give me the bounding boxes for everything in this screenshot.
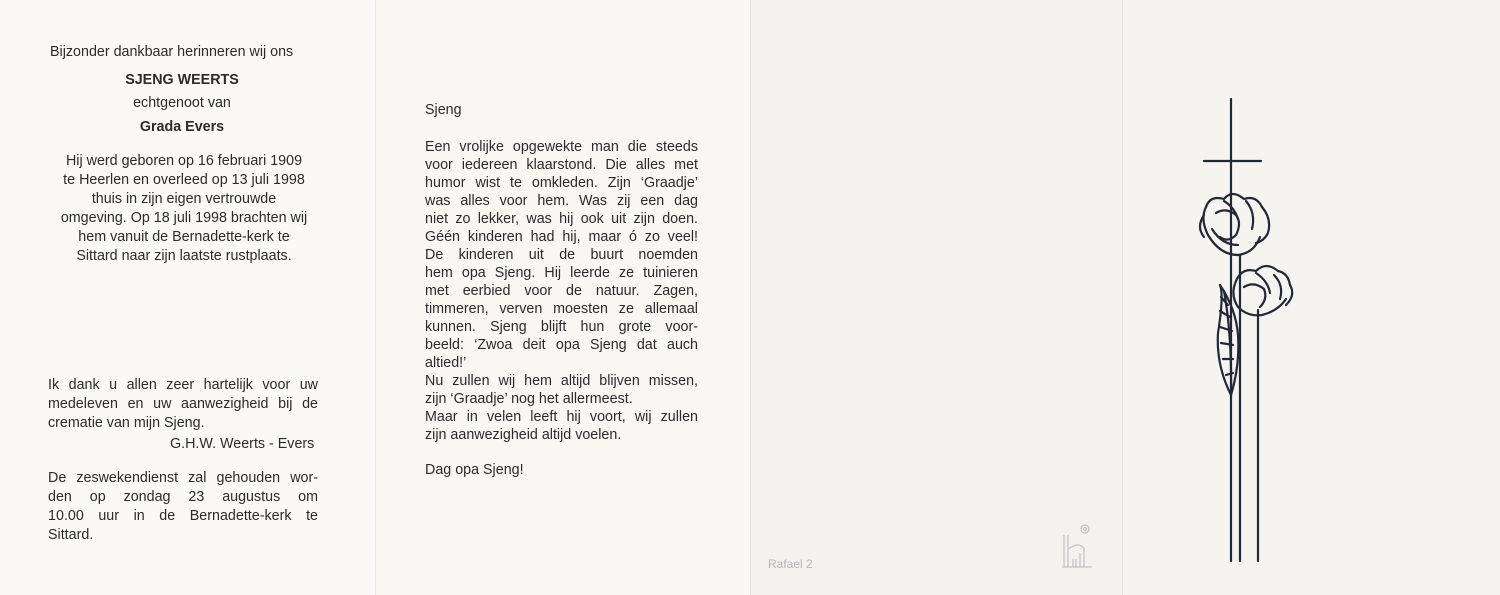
tribute-line: met eerbied voor de natuur. Zagen, [425,283,698,299]
tribute-line: voor iedereen klaarstond. Die alles met [425,157,698,173]
bio-line: thuis in zijn eigen vertrouwde [91,191,277,207]
bio-line: hem vanuit de Bernadette-kerk te [78,229,290,245]
back-panel [750,0,1122,595]
service-line: 10.00 uur in de Bernadette-kerk te [48,508,318,524]
bio-line: te Heerlen en overleed op 13 juli 1998 [63,172,305,188]
fold-line [750,0,751,595]
greeting: Sjeng [425,102,462,118]
thanks-line: Ik dank u allen zeer hartelijk voor uw [48,377,318,393]
thanks-line: crematie van mijn Sjeng. [48,415,205,431]
cross-with-roses-icon [1176,95,1306,565]
tribute-line: was alles voor hem. Was zij een dag [425,193,698,209]
tribute-line: niet zo lekker, was hij ook uit zijn doen. [425,211,698,227]
tribute-line: Géén kinderen had hij, maar ó zo veel! [425,229,698,245]
relation-text: echtgenoot van [133,95,231,111]
fold-line [375,0,376,595]
printer-logo-icon [1060,523,1094,569]
tribute-line: zijn ‘Graadje’ nog het allermeest. [425,391,633,407]
bio-line: omgeving. Op 18 juli 1998 brachten wij [60,210,308,226]
tribute-line: Nu zullen wij hem altijd blijven missen, [425,373,698,389]
signature: G.H.W. Weerts - Evers [170,436,315,452]
tribute-line: altied!’ [425,355,467,371]
tribute-line: Maar in velen leeft hij voort, wij zullen [425,409,698,425]
closing-text: Dag opa Sjeng! [425,462,524,478]
intro-text: Bijzonder dankbaar herinneren wij ons [50,44,294,60]
service-line: De zeswekendienst zal gehouden wor- [48,470,318,486]
bio-line: Hij werd geboren op 16 februari 1909 [65,153,303,169]
deceased-name: SJENG WEERTS [125,72,239,88]
tribute-line: timmeren, verven moesten ze allemaal [425,301,698,317]
bio-line: Sittard naar zijn laatste rustplaats. [76,248,292,264]
service-line: den op zondag 23 augustus om [48,489,318,505]
spouse-name: Grada Evers [139,119,225,135]
service-line: Sittard. [48,527,94,543]
tribute-line: De kinderen uit de buurt noemden [425,247,698,263]
tribute-line: beeld: ‘Zwoa deit opa Sjeng dat auch [425,337,698,353]
tribute-line: hem opa Sjeng. Hij leerde ze tuinieren [425,265,698,281]
tribute-line: kunnen. Sjeng blijft hun grote voor- [425,319,698,335]
fold-line [1122,0,1123,595]
tribute-line: zijn aanwezigheid altijd voelen. [425,427,622,443]
tribute-line: humor wist te omkleden. Zijn ‘Graadje’ [425,175,698,191]
brand-label: Rafael 2 [768,557,813,571]
thanks-line: medeleven en uw aanwezigheid bij de [48,396,318,412]
tribute-line: Een vrolijke opgewekte man die steeds [425,139,698,155]
